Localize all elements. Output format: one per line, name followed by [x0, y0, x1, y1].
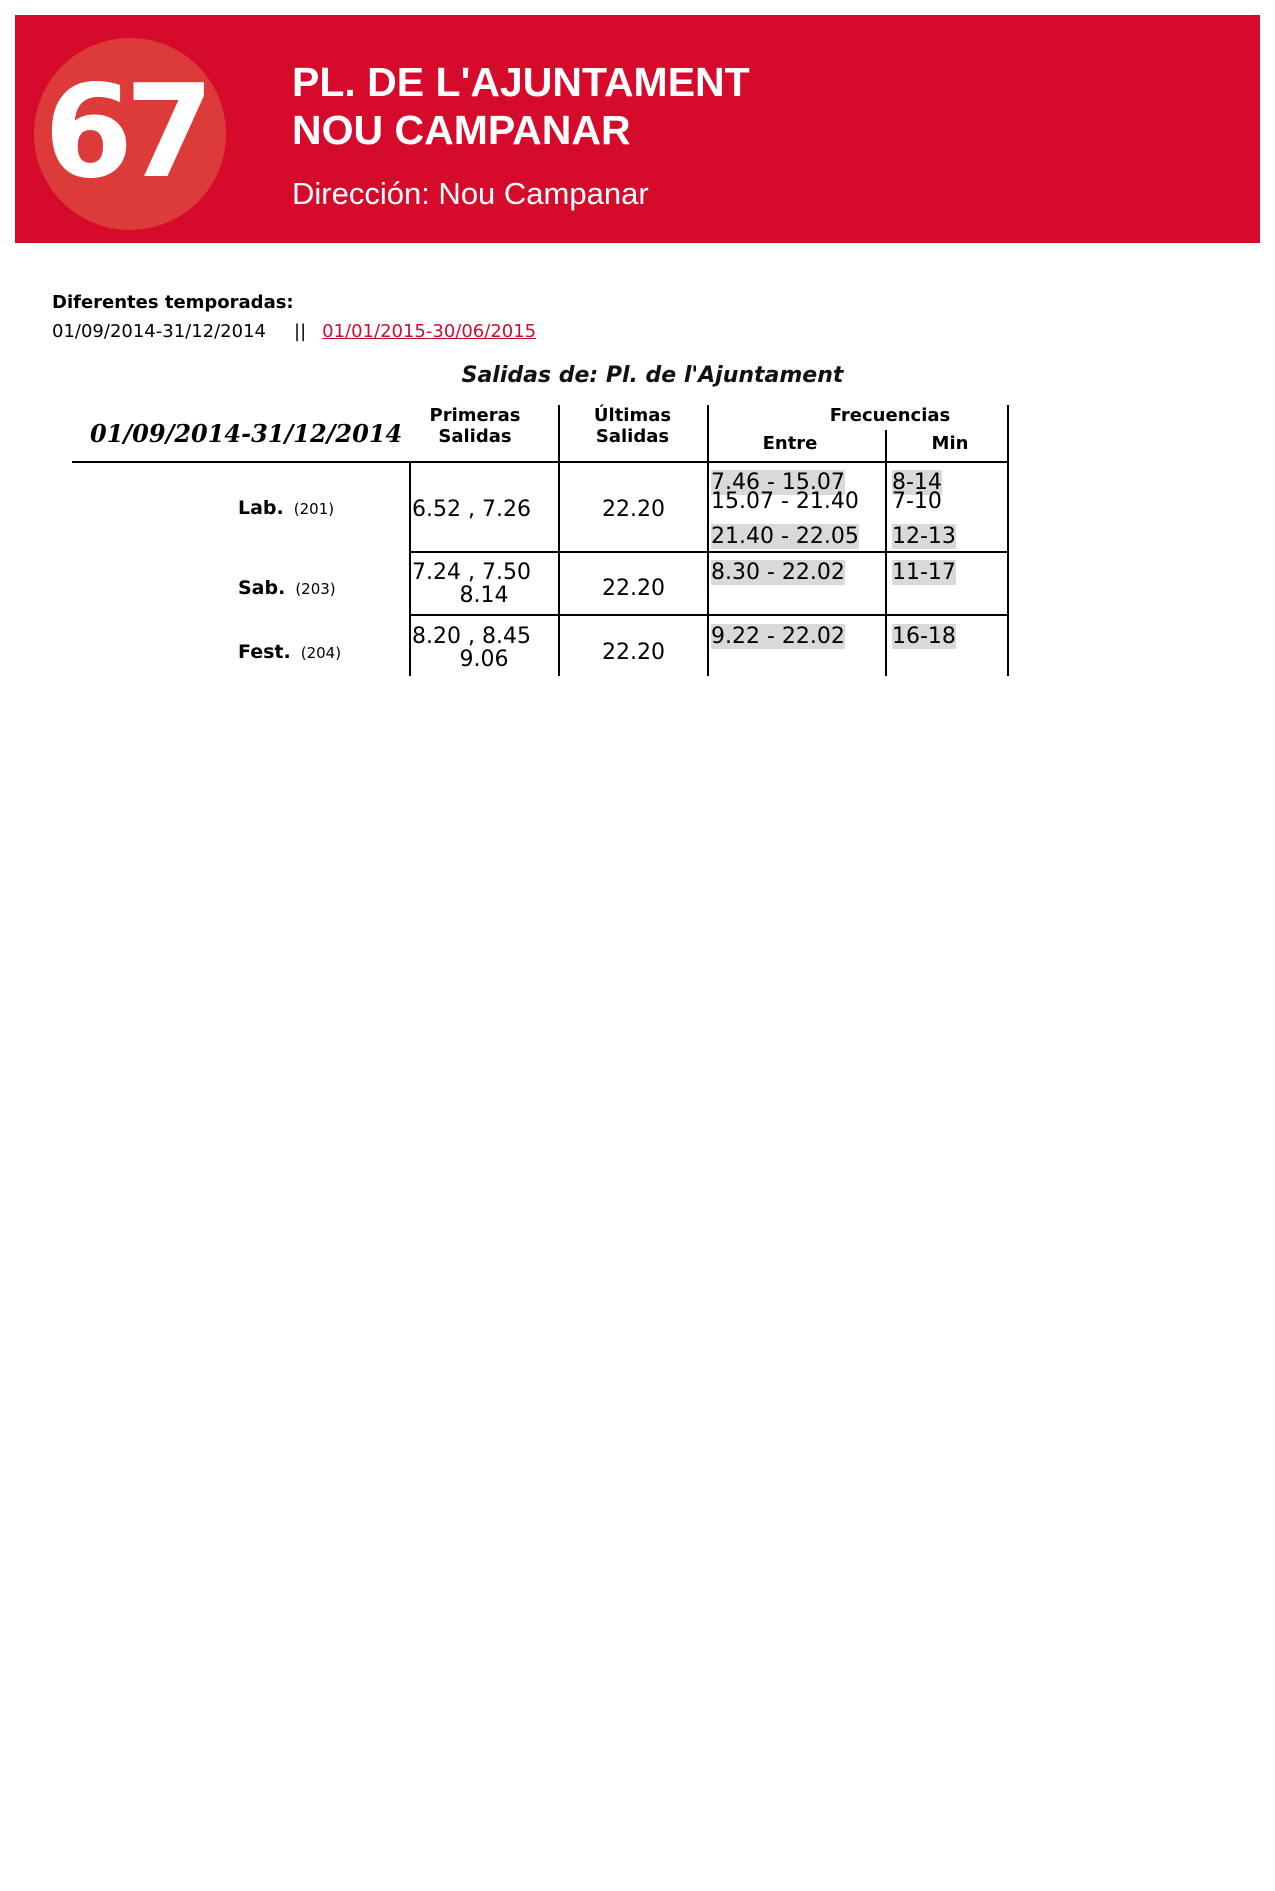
freq-entre-cell [711, 489, 859, 514]
header-primeras-line1: Primeras [429, 405, 521, 426]
freq-minutes: 16-18 [892, 624, 956, 649]
ultimas-salidas-cell: 22.20 [602, 497, 665, 522]
day-code: (203) [295, 580, 336, 598]
primeras-salidas-cell: 8.20 , 8.45 [412, 624, 531, 649]
freq-entre-cell [711, 560, 845, 585]
row-day-sab [238, 577, 336, 599]
freq-min-cell [892, 560, 956, 585]
freq-minutes: 11-17 [892, 560, 956, 585]
header-entre: Entre [762, 433, 818, 454]
primeras-salidas-cell: 9.06 [459, 647, 509, 672]
day-code: (201) [293, 500, 335, 518]
table-col-rule-2 [558, 405, 560, 676]
table-col-rule-3 [707, 405, 709, 676]
freq-range: 7.46 - 15.07 [711, 470, 845, 495]
table-row-rule-1 [410, 551, 1009, 553]
primeras-salidas-cell: 7.24 , 7.50 [412, 560, 531, 585]
freq-min-cell [892, 489, 942, 514]
freq-minutes: 8-14 [892, 470, 942, 495]
ultimas-salidas-cell: 22.20 [602, 576, 665, 601]
current-season: 01/09/2014-31/12/2014 [52, 321, 266, 342]
ultimas-salidas-cell: 22.20 [602, 640, 665, 665]
primeras-salidas-cell: 8.14 [459, 583, 509, 608]
route-number-badge [34, 38, 226, 230]
freq-entre-cell [711, 624, 845, 649]
table-col-rule-5 [1007, 405, 1009, 676]
seasons-selector [52, 321, 536, 342]
freq-minutes: 12-13 [892, 524, 956, 549]
freq-range: 15.07 - 21.40 [711, 489, 859, 514]
season-link-2015[interactable]: 01/01/2015-30/06/2015 [322, 321, 537, 342]
line-name-origin: PL. DE L'AJUNTAMENT [292, 59, 750, 105]
header-frecuencias: Frecuencias [829, 405, 951, 426]
table-col-rule-1 [409, 461, 411, 676]
table-col-rule-4 [885, 430, 887, 676]
timetable-title: Salidas de: Pl. de l'Ajuntament [461, 363, 844, 388]
day-name: Lab. [238, 497, 284, 519]
header-min: Min [931, 433, 969, 454]
header-primeras [415, 405, 535, 447]
header-primeras-line2: Salidas [438, 426, 512, 447]
row-day-fest [238, 641, 341, 663]
header-ultimas-line2: Salidas [595, 426, 670, 447]
timetable-period: 01/09/2014-31/12/2014 [90, 419, 403, 448]
freq-min-cell [892, 524, 956, 549]
seasons-title: Diferentes temporadas: [52, 292, 294, 313]
table-row-rule-2 [410, 614, 1009, 616]
primeras-salidas-cell: 6.52 , 7.26 [412, 497, 531, 522]
freq-min-cell [892, 624, 956, 649]
day-name: Sab. [238, 577, 286, 599]
freq-range: 9.22 - 22.02 [711, 624, 845, 649]
freq-entre-cell [711, 524, 859, 549]
row-day-lab [238, 497, 334, 519]
line-name-destination: NOU CAMPANAR [292, 107, 631, 153]
header-ultimas [570, 405, 695, 447]
line-name [292, 58, 750, 154]
freq-minutes: 7-10 [892, 489, 942, 514]
freq-range: 21.40 - 22.05 [711, 524, 859, 549]
table-header-rule [72, 461, 1009, 463]
day-name: Fest. [238, 641, 291, 663]
direction-label: Dirección: Nou Campanar [292, 176, 649, 211]
season-separator: || [294, 321, 307, 342]
freq-range: 8.30 - 22.02 [711, 560, 845, 585]
route-number: 67 [43, 57, 207, 207]
header-ultimas-line1: Últimas [593, 405, 672, 426]
day-code: (204) [300, 644, 342, 662]
